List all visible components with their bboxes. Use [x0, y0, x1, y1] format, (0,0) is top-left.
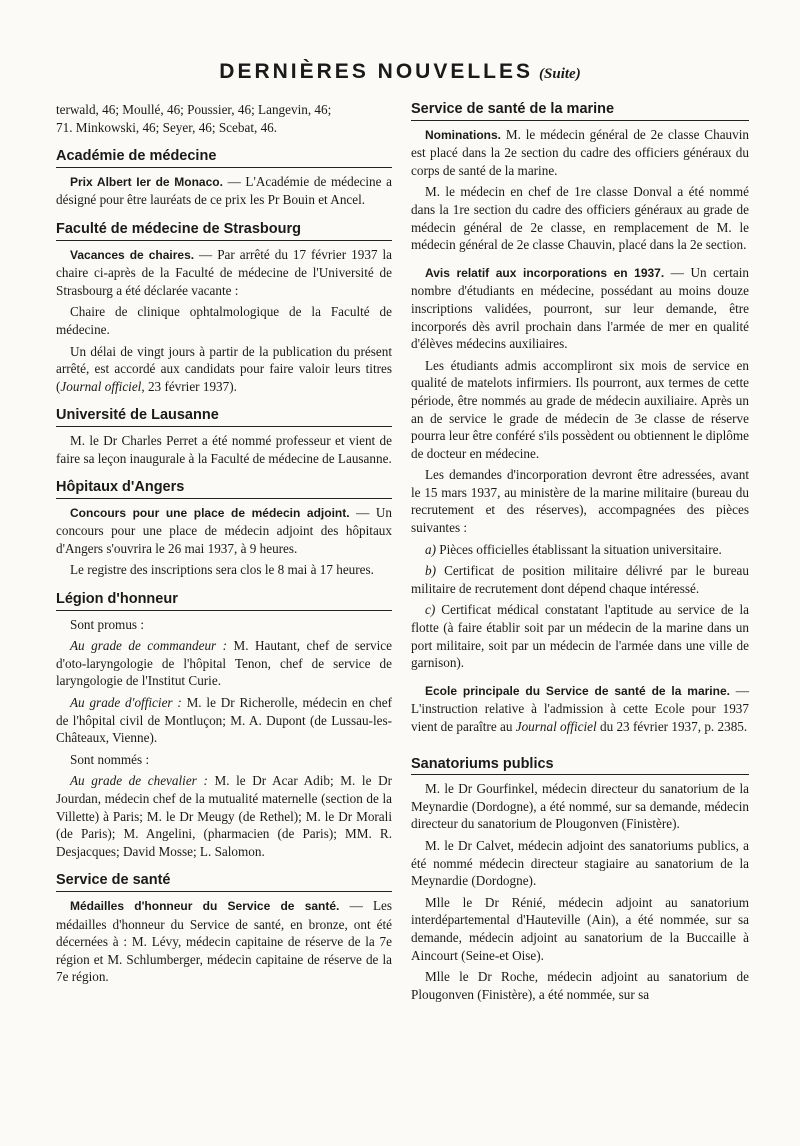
sanatoriums-gourfinkel: M. le Dr Gourfinkel, médecin directeur du sanatorium de la Meynardie (Dordogne), a été nommé, sur sa demande, médecin directeur du sanatorium de Plougonven (Finistère). — [411, 781, 749, 832]
legion-commandeur: Au grade de commandeur : M. Hautant, chef de service d'oto-laryngologie de l'hôpital Tenon, chef de service de laryngologie de l'Institut Curie. — [56, 638, 393, 689]
marine-etudiants: Les étudiants admis accompliront six mois de service en qualité de matelots infirmiers. Ils pourront, aux termes de cette période, être nommés au grade de médecin auxiliaire. Après un an de service le grade de médecin de 3e classe de réserve pourra leur être conféré s'ils possèdent ou obtiennent le diplôme de docteur en médecine. — [411, 357, 749, 461]
section-heading-strasbourg: Faculté de médecine de Strasbourg — [56, 221, 392, 241]
angers-paragraph: Concours pour une place de médecin adjoint. — Un concours pour une place de médecin adjoint des hôpitaux d'Angers s'ouvrira le 26 mai 1937, à 9 heures. — [56, 504, 392, 556]
section-heading-academie: Académie de médecine — [56, 148, 392, 168]
right-column — [411, 101, 749, 1007]
section-heading-sante: Service de santé — [56, 872, 392, 892]
intro-paragraph: terwald, 46; Moullé, 46; Poussier, 46; Langevin, 46; 71. Minkowski, 46; Seyer, 46; Scebat, 46. — [56, 102, 332, 135]
section-heading-sanatoriums: Sanatoriums publics — [411, 756, 749, 776]
sanatoriums-renie: Mlle le Dr Rénié, médecin adjoint au sanatorium interdépartemental d'Hauteville (Ain), a été nommée, sur sa demande, médecin adjoint au sanatorium de la Buccaille à Aincourt (Seine-et Oise). — [411, 894, 749, 963]
sante-paragraph: Médailles d'honneur du Service de santé. — Les médailles d'honneur du Service de santé, en bronze, ont été décernées à : M. Lévy, médecin capitaine de réserve de la 7e région et M. Schlumberger, médecin capitaine de réserve de la 7e région. — [56, 897, 392, 985]
lausanne-paragraph: M. le Dr Charles Perret a été nommé professeur et vient de faire sa leçon inaugurale à la Faculté de médecine de Lausanne. — [56, 432, 392, 466]
masthead-title: DERNIÈRES NOUVELLES — [219, 60, 534, 83]
section-heading-marine: Service de santé de la marine — [411, 101, 749, 121]
section-heading-legion: Légion d'honneur — [56, 591, 392, 611]
strasbourg-chaire: Chaire de clinique ophtalmologique de la Faculté de médecine. — [56, 304, 392, 337]
marine-ecole: Ecole principale du Service de santé de la marine. — L'instruction relative à l'admission à cette Ecole pour 1937 vient de paraître au Journal officiel du 23 février 1937, p. 2385. — [411, 682, 749, 734]
marine-avis: Avis relatif aux incorporations en 1937. — Un certain nombre d'étudiants en médecine, possédant au moins douze inscriptions validées, pourront, sur leur demande, être incorporés dès avril prochain dans l'armée de mer en qualité d'élèves médecins auxiliaires. — [411, 264, 749, 352]
sanatoriums-roche: Mlle le Dr Roche, médecin adjoint au sanatorium de Plougonven (Finistère), a été nommée, sur sa — [411, 969, 749, 1002]
marine-piece-c: c) Certificat médical constatant l'aptitude au service de la flotte (à faire établir soit par un médecin de la marine dans un port militaire, soit par un médecin de l'armée dans une ville de garnison). — [411, 602, 749, 671]
legion-chevalier: Au grade de chevalier : M. le Dr Acar Adib; M. le Dr Jourdan, médecin chef de la mutualité maternelle (section de la Villette) à Paris; M. le Dr Meugy (de Rethel); M. le Dr Morali (de Paris); M. Angelini, (pharmacien (de Paris); MM. R. Desjacques; David Mosse; L. Salomon. — [56, 773, 392, 859]
academie-paragraph: Prix Albert Ier de Monaco. — L'Académie de médecine a désigné pour être lauréats de ce prix les Pr Bouin et Ancel. — [56, 173, 392, 208]
masthead — [0, 60, 800, 84]
section-heading-angers: Hôpitaux d'Angers — [56, 479, 392, 499]
strasbourg-delai: Un délai de vingt jours à partir de la publication du présent arrêté, est accordé aux candidats pour faire valoir leurs titres (Journal officiel, 23 février 1937). — [56, 343, 392, 394]
section-heading-lausanne: Université de Lausanne — [56, 407, 392, 427]
angers-registre: Le registre des inscriptions sera clos le 8 mai à 17 heures. — [70, 562, 374, 578]
legion-nommes: Sont nommés : — [70, 751, 150, 767]
marine-nominations: Nominations. M. le médecin général de 2e classe Chauvin est placé dans la 2e section du cadre des officiers généraux du corps de santé de la marine. — [411, 126, 749, 178]
masthead-suite: (Suite) — [539, 66, 581, 82]
legion-officier: Au grade d'officier : M. le Dr Richerolle, médecin en chef de l'hôpital civil de Montluçon; M. A. Dupont (de Lussau-les-Châteaux, Vienne). — [56, 695, 392, 746]
sanatoriums-calvet: M. le Dr Calvet, médecin adjoint des sanatoriums publics, a été nommé médecin directeur stagiaire au sanatorium de la Meynardie (Dordogne). — [411, 837, 749, 889]
legion-promus: Sont promus : — [70, 616, 145, 632]
strasbourg-paragraph: Vacances de chaires. — Par arrêté du 17 février 1937 la chaire ci-après de la Faculté de médecine de l'Université de Strasbourg a été déclarée vacante : — [56, 246, 392, 298]
marine-piece-b: b) Certificat de position militaire délivré par le bureau militaire de recrutement dont dépend chaque intéressé. — [411, 563, 749, 596]
marine-donval: M. le médecin en chef de 1re classe Donval a été nommé dans la 1re section du cadre des officiers généraux au grade de médecin général de 2e classe, en remplacement de M. le médecin général de 2e classe Chauvin, placé dans la 2e section. — [411, 184, 749, 253]
marine-piece-a: a) Pièces officielles établissant la situation universitaire. — [425, 541, 722, 557]
left-column — [56, 101, 392, 990]
marine-demandes: Les demandes d'incorporation devront être adressées, avant le 15 mars 1937, au ministère de la marine militaire (bureau du recrutement et des réserves), accompagnées des pièces suivantes : — [411, 467, 749, 536]
